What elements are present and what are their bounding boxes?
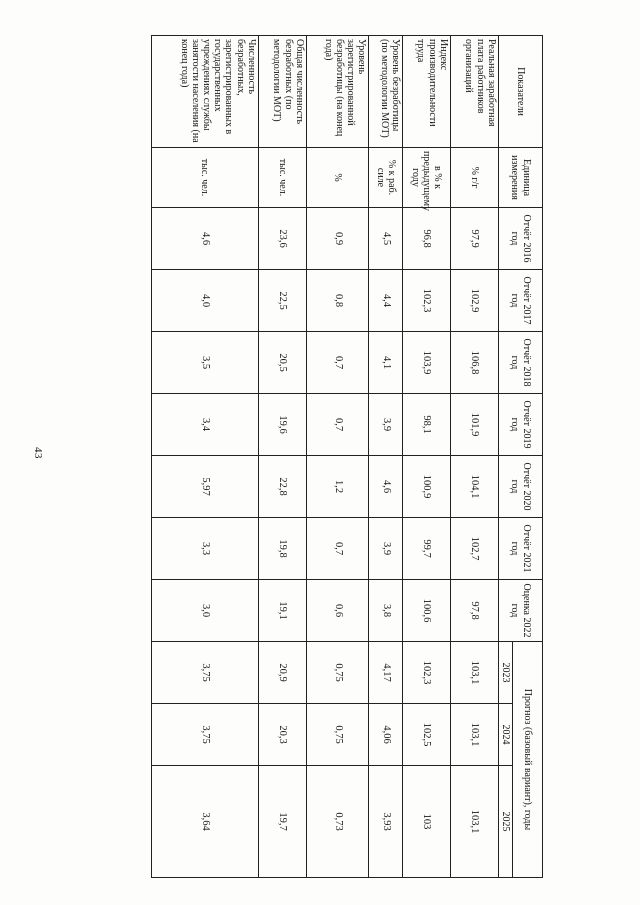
cell-value: 98,1 [402,394,450,456]
cell-value: 19,6 [258,394,306,456]
row-indicator: Реальная заработная плата работников организаций [450,36,498,148]
row-indicator: Уровень безработицы (по методологии МОТ) [369,36,402,148]
cell-value: 4,1 [369,332,402,394]
cell-value: 0,7 [306,518,369,580]
cell-value: 101,9 [450,394,498,456]
header-forecast-2025: 2025 [498,766,512,878]
cell-value: 3,4 [152,394,259,456]
header-col-2018: Отчёт 2018 год [498,332,542,394]
cell-value: 4,6 [152,208,259,270]
cell-value: 97,8 [450,580,498,642]
cell-value: 3,64 [152,766,259,878]
indicators-table-wrapper [151,35,543,877]
cell-value: 3,3 [152,518,259,580]
header-col-2020: Отчёт 2020 год [498,456,542,518]
header-col-2019: Отчёт 2019 год [498,394,542,456]
cell-value: 19,7 [258,766,306,878]
cell-value: 96,8 [402,208,450,270]
cell-value: 4,06 [369,704,402,766]
cell-value: 0,75 [306,704,369,766]
row-indicator: Уровень зарегистрированной безработицы (на конец года) [306,36,369,148]
cell-value: 102,3 [402,642,450,704]
indicators-table [151,35,543,878]
table-row [152,36,259,878]
cell-value: 103 [402,766,450,878]
cell-value: 20,3 [258,704,306,766]
cell-value: 0,6 [306,580,369,642]
row-indicator: Индекс производительности труда [402,36,450,148]
cell-value: 0,7 [306,332,369,394]
cell-value: 102,7 [450,518,498,580]
cell-value: 4,0 [152,270,259,332]
cell-value: 22,5 [258,270,306,332]
cell-value: 0,7 [306,394,369,456]
row-unit: % [306,148,369,208]
row-unit: % к раб. силе [369,148,402,208]
cell-value: 4,17 [369,642,402,704]
header-forecast-2024: 2024 [498,704,512,766]
cell-value: 103,9 [402,332,450,394]
row-unit: в % к предыдущему году [402,148,450,208]
cell-value: 3,9 [369,518,402,580]
cell-value: 100,9 [402,456,450,518]
table-row [369,36,402,878]
cell-value: 20,5 [258,332,306,394]
row-unit: % г/г [450,148,498,208]
cell-value: 106,8 [450,332,498,394]
cell-value: 5,97 [152,456,259,518]
header-col-2021: Отчёт 2021 год [498,518,542,580]
cell-value: 102,5 [402,704,450,766]
cell-value: 102,3 [402,270,450,332]
cell-value: 19,1 [258,580,306,642]
header-forecast-group: Прогноз (базовый вариант), годы [513,642,543,878]
row-unit: тыс. чел. [152,148,259,208]
cell-value: 103,1 [450,642,498,704]
cell-value: 3,8 [369,580,402,642]
cell-value: 3,75 [152,704,259,766]
table-row [402,36,450,878]
cell-value: 104,1 [450,456,498,518]
header-forecast-2023: 2023 [498,642,512,704]
cell-value: 103,1 [450,766,498,878]
cell-value: 3,75 [152,642,259,704]
cell-value: 97,9 [450,208,498,270]
page-number: 43 [32,447,44,459]
header-col-2016: Отчёт 2016 год [498,208,542,270]
cell-value: 99,7 [402,518,450,580]
cell-value: 3,93 [369,766,402,878]
cell-value: 19,8 [258,518,306,580]
table-header-row [513,36,543,878]
header-col-2017: Отчёт 2017 год [498,270,542,332]
cell-value: 23,6 [258,208,306,270]
cell-value: 4,4 [369,270,402,332]
row-indicator: Численность безработных, зарегистрированных в государственных учреждениях службы занятости населения (на конец года) [152,36,259,148]
cell-value: 20,9 [258,642,306,704]
header-indicator: Показатели [498,36,542,148]
cell-value: 4,5 [369,208,402,270]
cell-value: 0,75 [306,642,369,704]
cell-value: 1,2 [306,456,369,518]
cell-value: 3,9 [369,394,402,456]
cell-value: 100,6 [402,580,450,642]
table-row [450,36,498,878]
cell-value: 0,9 [306,208,369,270]
cell-value: 102,9 [450,270,498,332]
table-row [258,36,306,878]
cell-value: 103,1 [450,704,498,766]
cell-value: 22,8 [258,456,306,518]
cell-value: 3,5 [152,332,259,394]
header-col-2022: Оценка 2022 год [498,580,542,642]
table-row [306,36,369,878]
cell-value: 3,0 [152,580,259,642]
header-unit: Единица измерения [498,148,542,208]
cell-value: 4,6 [369,456,402,518]
cell-value: 0,73 [306,766,369,878]
cell-value: 0,8 [306,270,369,332]
row-unit: тыс. чел. [258,148,306,208]
row-indicator: Общая численность безработных (по методологии МОТ) [258,36,306,148]
